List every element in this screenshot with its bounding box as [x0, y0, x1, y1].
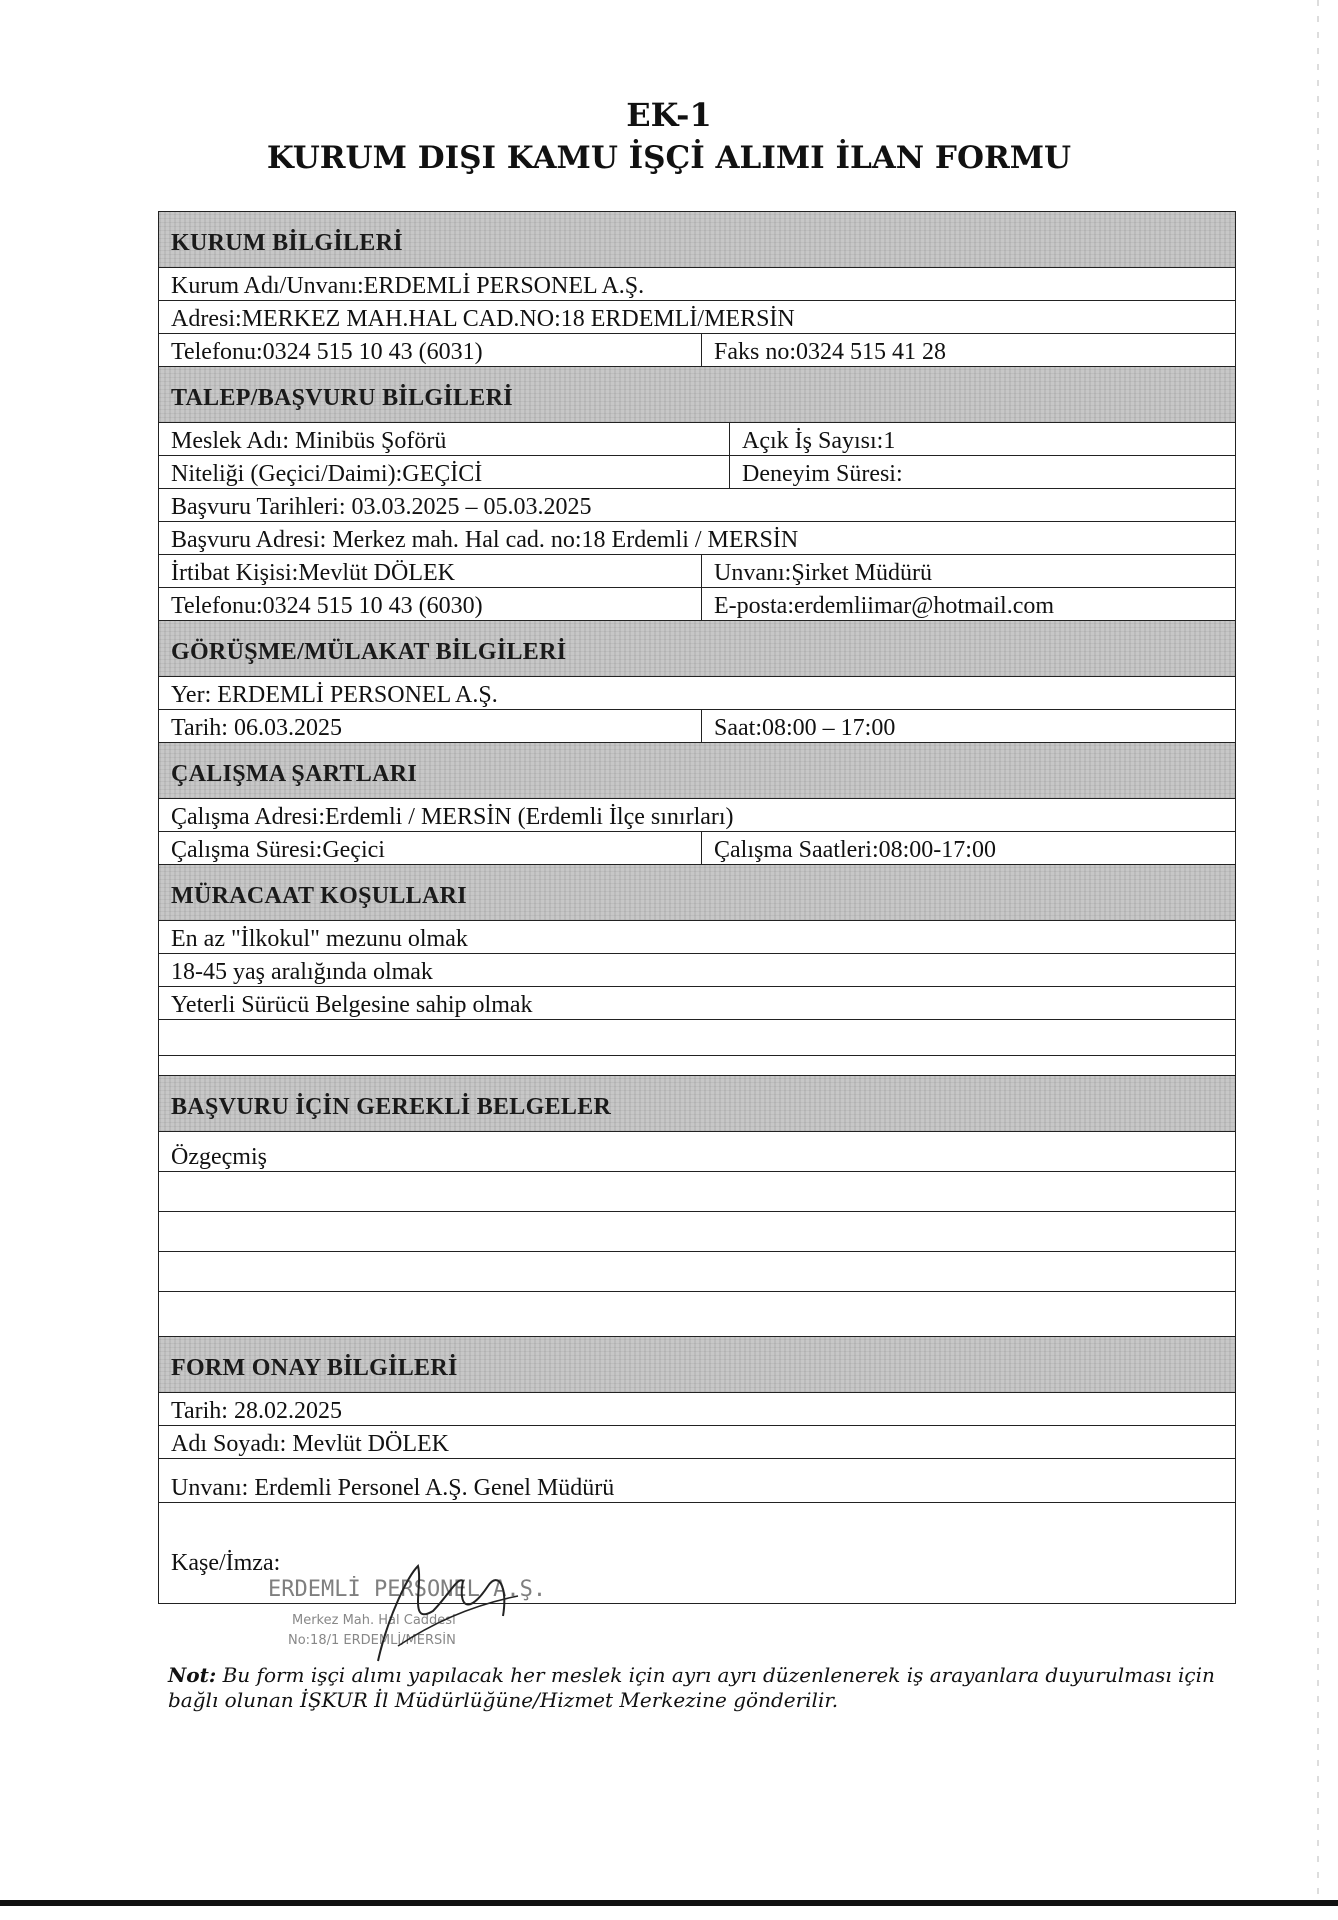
- belge-item: [159, 1292, 1235, 1336]
- row-gorusme-yer: [159, 677, 1235, 710]
- section-heading: KURUM BİLGİLERİ: [171, 229, 403, 256]
- list-item: [159, 954, 1235, 987]
- footer-note: [168, 1663, 1258, 1713]
- stamp-line-2: Merkez Mah. Hal Caddesi: [292, 1613, 456, 1628]
- section-heading: BAŞVURU İÇİN GEREKLİ BELGELER: [171, 1093, 612, 1120]
- section-heading: FORM ONAY BİLGİLERİ: [171, 1354, 458, 1381]
- note-text: Bu form işçi alımı yapılacak her meslek için ayrı ayrı düzenlenerek iş arayanlara duyurulması için bağlı olunan İŞKUR İl Müdürlüğüne/Hizmet Merkezine gönderilir.: [168, 1663, 1215, 1712]
- section-calisma-header: [159, 743, 1235, 799]
- field-acik-is: Açık İş Sayısı:1: [729, 423, 1235, 455]
- spacer-row: [159, 1056, 1235, 1076]
- form-code: EK-1: [626, 96, 712, 134]
- row-calisma-adres: [159, 799, 1235, 832]
- muracaat-item: 18-45 yaş aralığında olmak: [171, 959, 433, 985]
- list-item: [159, 987, 1235, 1020]
- field-basvuru-tarihleri: Başvuru Tarihleri: 03.03.2025 – 05.03.2025: [171, 494, 592, 520]
- field-deneyim: Deneyim Süresi:: [729, 456, 1235, 488]
- row-irtibat-contact: [159, 588, 1235, 621]
- section-gorusme-header: [159, 621, 1235, 677]
- section-heading: GÖRÜŞME/MÜLAKAT BİLGİLERİ: [171, 638, 567, 665]
- field-gorusme-yer: Yer: ERDEMLİ PERSONEL A.Ş.: [171, 682, 498, 708]
- muracaat-item: [159, 1020, 1235, 1055]
- field-gorusme-tarih: Tarih: 06.03.2025: [171, 715, 342, 741]
- section-heading: TALEP/BAŞVURU BİLGİLERİ: [171, 384, 513, 411]
- row-basvuru-adres: [159, 522, 1235, 555]
- note-label: Not:: [168, 1663, 217, 1687]
- field-onay-ad-soyad: Adı Soyadı: Mevlüt DÖLEK: [171, 1431, 449, 1457]
- belge-item: [159, 1252, 1235, 1291]
- row-meslek: [159, 423, 1235, 456]
- scan-bottom-border: [0, 1900, 1338, 1906]
- section-kurum-header: [159, 212, 1235, 268]
- row-onay-unvan: [159, 1459, 1235, 1503]
- muracaat-item: En az "İlkokul" mezunu olmak: [171, 926, 468, 952]
- row-onay-ad: [159, 1426, 1235, 1459]
- field-gorusme-saat: Saat:08:00 – 17:00: [701, 710, 1235, 742]
- section-heading: ÇALIŞMA ŞARTLARI: [171, 760, 418, 787]
- field-niteligi: Niteliği (Geçici/Daimi):GEÇİCİ: [171, 461, 483, 487]
- field-kase-imza: Kaşe/İmza:: [171, 1550, 281, 1576]
- field-kurum-address: Adresi:MERKEZ MAH.HAL CAD.NO:18 ERDEMLİ/MERSİN: [171, 306, 795, 332]
- field-unvan: Unvanı:Şirket Müdürü: [701, 555, 1235, 587]
- list-item: [159, 1252, 1235, 1292]
- list-item: [159, 1292, 1235, 1337]
- section-onay-header: [159, 1337, 1235, 1393]
- belge-item: Özgeçmiş: [171, 1144, 267, 1170]
- list-item: [159, 1212, 1235, 1252]
- field-calisma-saatler: Çalışma Saatleri:08:00-17:00: [701, 832, 1235, 864]
- stamp-line-3: No:18/1 ERDEMLİ/MERSİN: [288, 1633, 456, 1648]
- section-talep-header: [159, 367, 1235, 423]
- row-kurum-address: [159, 301, 1235, 334]
- row-onay-tarih: [159, 1393, 1235, 1426]
- field-kurum-phone: Telefonu:0324 515 10 43 (6031): [171, 339, 483, 365]
- row-niteligi: [159, 456, 1235, 489]
- belge-item: [159, 1172, 1235, 1211]
- list-item: [159, 1132, 1235, 1172]
- row-calisma-sure: [159, 832, 1235, 865]
- muracaat-item: Yeterli Sürücü Belgesine sahip olmak: [171, 992, 533, 1018]
- field-basvuru-adresi: Başvuru Adresi: Merkez mah. Hal cad. no:18 Erdemli / MERSİN: [171, 527, 799, 553]
- section-belgeler-header: [159, 1076, 1235, 1132]
- belge-item: [159, 1212, 1235, 1251]
- row-irtibat: [159, 555, 1235, 588]
- field-irtibat-phone: Telefonu:0324 515 10 43 (6030): [171, 593, 483, 619]
- section-heading: MÜRACAAT KOŞULLARI: [171, 882, 467, 909]
- section-muracaat-header: [159, 865, 1235, 921]
- field-eposta: E-posta:erdemliimar@hotmail.com: [701, 588, 1235, 620]
- stamp-line-1: ERDEMLİ PERSONEL A.Ş.: [268, 1577, 547, 1602]
- field-calisma-sure: Çalışma Süresi:Geçici: [171, 837, 385, 863]
- list-item: [159, 1020, 1235, 1056]
- list-item: [159, 1172, 1235, 1212]
- row-kurum-name: [159, 268, 1235, 301]
- field-calisma-adres: Çalışma Adresi:Erdemli / MERSİN (Erdemli İlçe sınırları): [171, 804, 734, 830]
- row-gorusme-zaman: [159, 710, 1235, 743]
- row-basvuru-tarih: [159, 489, 1235, 522]
- field-kurum-name: Kurum Adı/Unvanı:ERDEMLİ PERSONEL A.Ş.: [171, 273, 645, 299]
- list-item: [159, 921, 1235, 954]
- field-irtibat: İrtibat Kişisi:Mevlüt DÖLEK: [171, 560, 455, 586]
- form-title: KURUM DIŞI KAMU İŞÇİ ALIMI İLAN FORMU: [266, 140, 1072, 176]
- field-onay-unvan: Unvanı: Erdemli Personel A.Ş. Genel Müdürü: [171, 1475, 615, 1501]
- field-meslek: Meslek Adı: Minibüs Şoförü: [171, 428, 447, 454]
- field-kurum-fax: Faks no:0324 515 41 28: [701, 334, 1235, 366]
- row-kurum-contact: [159, 334, 1235, 367]
- application-form: [158, 211, 1236, 1604]
- field-onay-tarih: Tarih: 28.02.2025: [171, 1398, 342, 1424]
- scan-edge-artifact: [1310, 0, 1326, 1900]
- row-kase-imza: [159, 1503, 1235, 1603]
